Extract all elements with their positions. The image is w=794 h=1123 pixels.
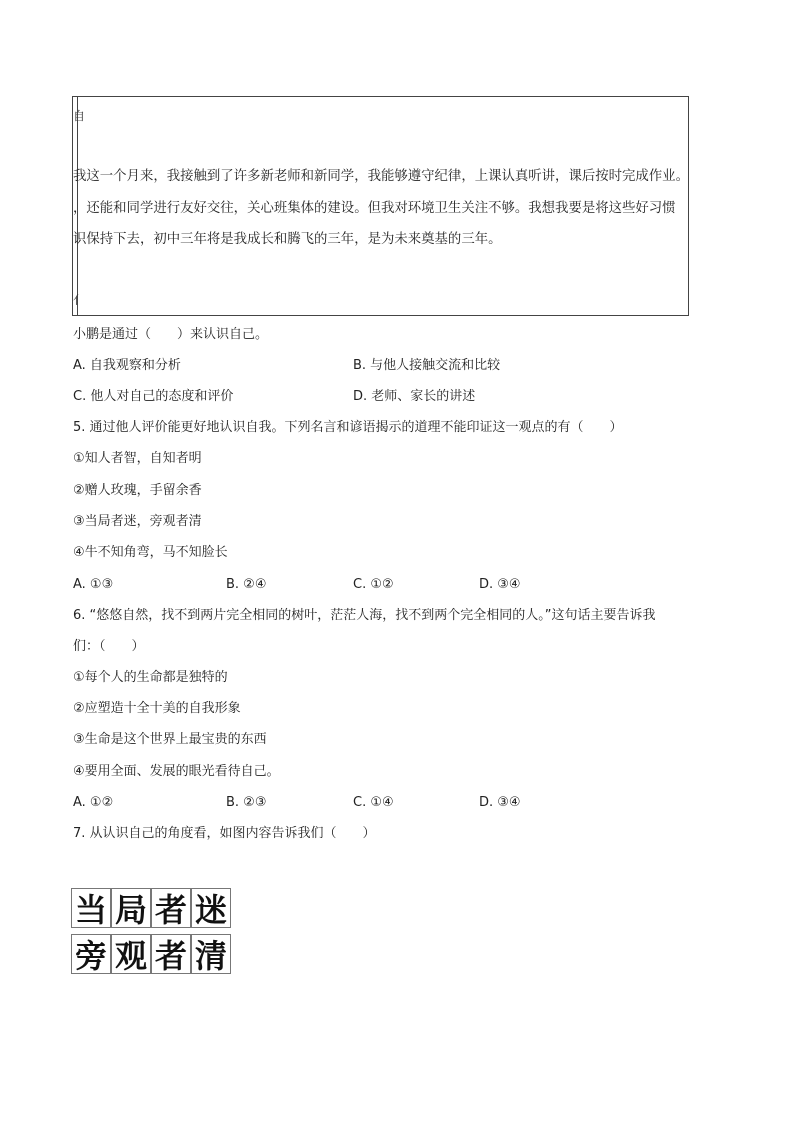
text-box-line-2: ，还能和同学进行友好交往，关心班集体的建设。但我对环境卫生关注不够。我想我要是将这些好习惯 — [73, 201, 676, 216]
q6-item-2: ②应塑造十全十美的自我形象 — [73, 701, 241, 716]
q5-item-2: ②赠人玫瑰，手留余香 — [73, 483, 202, 498]
text-box-line-3: 识保持下去，初中三年将是我成长和腾飞的三年，是为未来奠基的三年。 — [73, 232, 502, 247]
calligraphy-char: 局 — [111, 888, 151, 928]
q6-option-b: B. ②③ — [226, 795, 267, 810]
q5-item-3: ③当局者迷，旁观者清 — [73, 514, 202, 529]
q6-item-1: ①每个人的生命都是独特的 — [73, 670, 228, 685]
text-box-fragment-top: 自 — [73, 109, 86, 123]
q5-option-b: B. ②④ — [226, 577, 267, 592]
calligraphy-row-2 — [71, 934, 231, 974]
calligraphy-char: 旁 — [71, 934, 111, 974]
q5-item-4: ④牛不知角弯，马不知脸长 — [73, 545, 228, 560]
q5-option-a: A. ①③ — [73, 577, 114, 592]
calligraphy-char: 者 — [151, 888, 191, 928]
quoted-text-box — [72, 96, 689, 316]
calligraphy-char: 迷 — [191, 888, 231, 928]
q5-option-c: C. ①② — [353, 577, 394, 592]
q6-option-c: C. ①④ — [353, 795, 394, 810]
calligraphy-row-1 — [71, 888, 231, 928]
q6-option-d: D. ③④ — [479, 795, 521, 810]
calligraphy-char: 观 — [111, 934, 151, 974]
calligraphy-char: 当 — [71, 888, 111, 928]
q4-option-b: B. 与他人接触交流和比较 — [353, 358, 501, 373]
q4-option-a: A. 自我观察和分析 — [73, 358, 181, 373]
q7-stem: 7. 从认识自己的角度看，如图内容告诉我们（ ） — [73, 826, 376, 841]
q4-option-c: C. 他人对自己的态度和评价 — [73, 389, 234, 404]
q6-option-a: A. ①② — [73, 795, 114, 810]
q6-item-4: ④要用全面、发展的眼光看待自己。 — [73, 764, 280, 779]
q4-option-d: D. 老师、家长的讲述 — [353, 389, 476, 404]
q6-item-3: ③生命是这个世界上最宝贵的东西 — [73, 732, 267, 747]
text-box-fragment-bottom: 亻 — [73, 293, 86, 307]
q6-stem-line-2: 们：（ ） — [73, 639, 145, 654]
q5-item-1: ①知人者智，自知者明 — [73, 451, 202, 466]
calligraphy-char: 清 — [191, 934, 231, 974]
q5-option-d: D. ③④ — [479, 577, 521, 592]
q6-stem-line-1: 6. “悠悠自然，找不到两片完全相同的树叶，茫茫人海，找不到两个完全相同的人。”这句话主要告诉我 — [73, 608, 656, 623]
text-box-line-1: 我这一个月来，我接触到了许多新老师和新同学，我能够遵守纪律，上课认真听讲，课后按时完成作业。 — [73, 169, 689, 184]
q4-stem: 小鹏是通过（ ）来认识自己。 — [73, 327, 269, 342]
calligraphy-char: 者 — [151, 934, 191, 974]
calligraphy-image — [71, 888, 231, 974]
q5-stem: 5. 通过他人评价能更好地认识自我。下列名言和谚语揭示的道理不能印证这一观点的有（ ） — [73, 420, 623, 435]
